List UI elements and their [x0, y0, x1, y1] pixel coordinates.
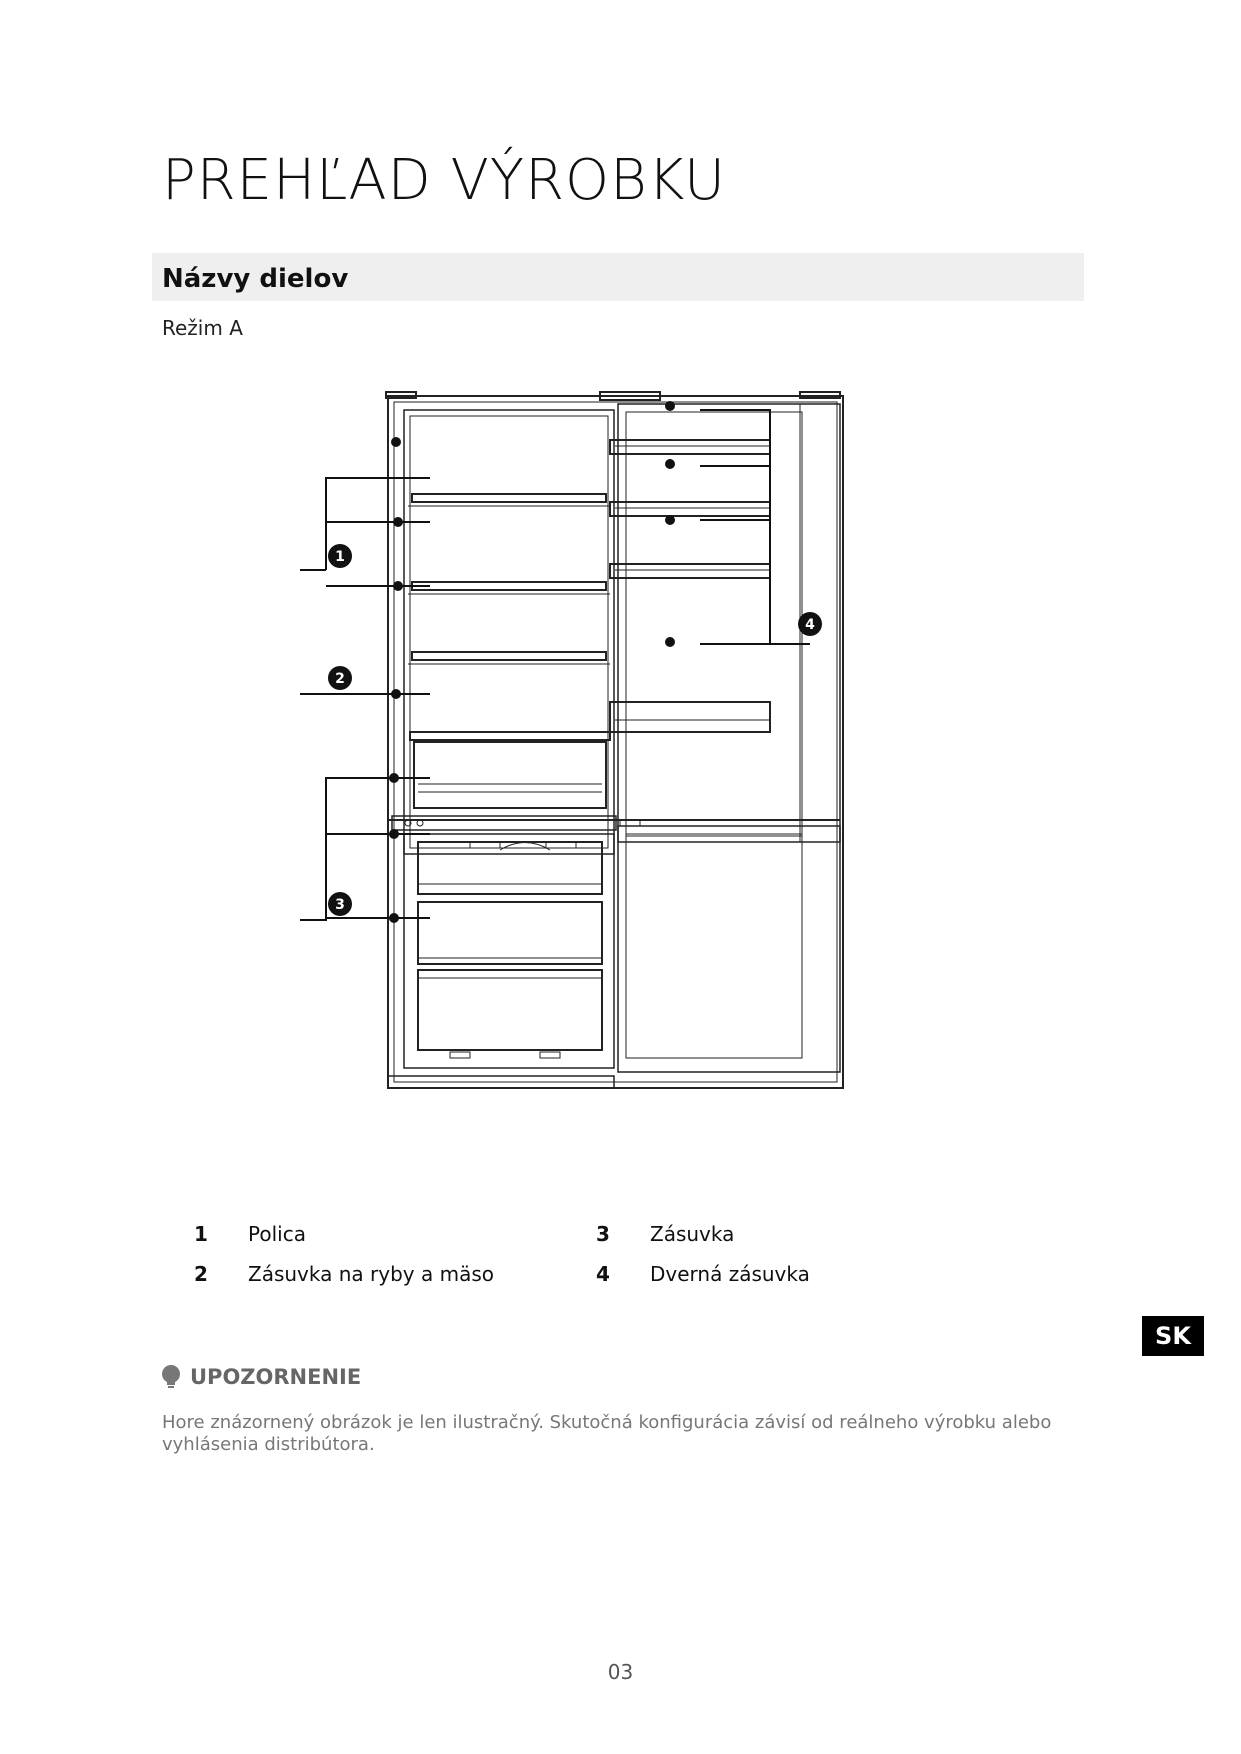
- notice-heading-text: UPOZORNENIE: [190, 1365, 362, 1389]
- page-title: PREHĽAD VÝROBKU: [162, 148, 726, 213]
- language-tab: SK: [1142, 1316, 1204, 1356]
- legend-number: 1: [194, 1222, 208, 1246]
- legend-number: 3: [596, 1222, 610, 1246]
- legend-label: Polica: [248, 1222, 306, 1246]
- page-number: 03: [607, 1660, 634, 1684]
- fridge-diagram: [300, 380, 920, 1100]
- notice-text: Hore znázornený obrázok je len ilustračný. Skutočná konfigurácia závisí od reálneho výrobku alebo vyhlásenia distribútora.: [162, 1412, 1052, 1455]
- callout-2-label: 2: [335, 671, 345, 687]
- callout-3-label: 3: [335, 897, 345, 913]
- legend-label: Zásuvka na ryby a mäso: [248, 1262, 494, 1286]
- door-bin: [610, 502, 770, 516]
- fish-meat-drawer: [410, 732, 610, 808]
- freezer-compartment: [404, 834, 614, 1068]
- legend-label: Zásuvka: [650, 1222, 735, 1246]
- door-bin: [610, 702, 770, 732]
- section-title: Názvy dielov: [162, 264, 349, 294]
- callout-1: [328, 544, 352, 568]
- freezer-drawer: [418, 902, 602, 964]
- callout-4-label: 4: [805, 617, 815, 633]
- legend-number: 4: [596, 1262, 610, 1286]
- shelf: [408, 652, 610, 664]
- door-bin: [610, 440, 770, 454]
- lightbulb-icon: [160, 1364, 182, 1390]
- shelf: [408, 582, 610, 594]
- fridge-compartment: [404, 410, 614, 854]
- shelf: [408, 494, 610, 506]
- door-bin: [610, 564, 770, 578]
- freezer-door: [618, 826, 840, 1072]
- callout-4: [798, 612, 822, 636]
- freezer-drawer: [418, 970, 602, 1050]
- freezer-drawer: [418, 842, 602, 894]
- callout-3: [328, 892, 352, 916]
- callout-2: [328, 666, 352, 690]
- mode-label: Režim A: [162, 316, 243, 340]
- legend-label: Dverná zásuvka: [650, 1262, 810, 1286]
- notice-heading: [160, 1364, 361, 1390]
- callout-1-label: 1: [335, 549, 345, 565]
- legend-number: 2: [194, 1262, 208, 1286]
